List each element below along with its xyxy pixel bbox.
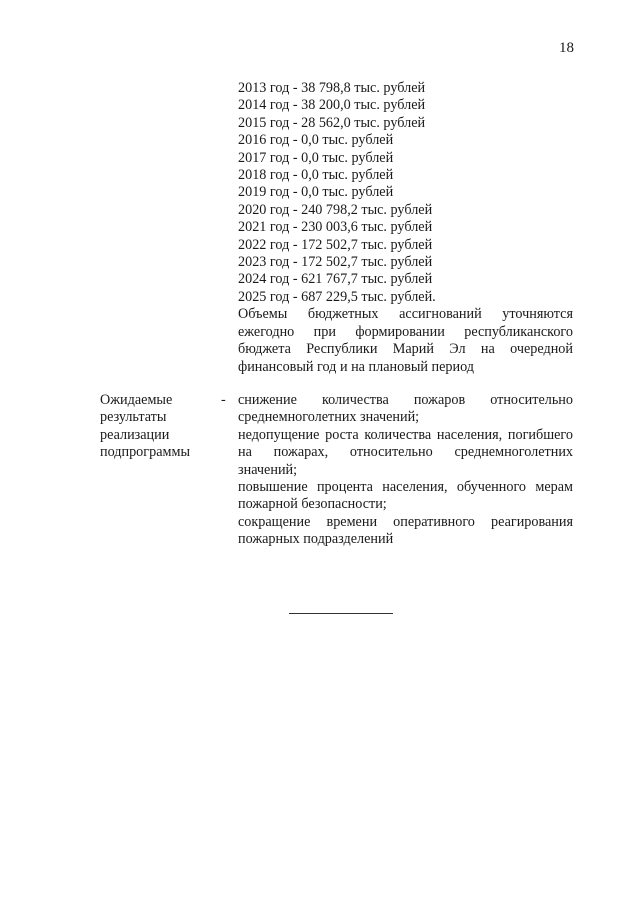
funding-line: 2019 год - 0,0 тыс. рублей bbox=[238, 184, 394, 201]
funding-line: 2023 год - 172 502,7 тыс. рублей bbox=[238, 254, 433, 271]
funding-line: 2015 год - 28 562,0 тыс. рублей bbox=[238, 114, 426, 131]
funding-line: 2024 год - 621 767,7 тыс. рублей bbox=[238, 271, 433, 288]
result-item: повышение процента населения, обученного мерам пожарной безопасности; bbox=[238, 479, 573, 513]
page-number: 18 bbox=[559, 40, 574, 56]
row-dash: - bbox=[221, 392, 226, 408]
section-end-rule bbox=[289, 613, 393, 614]
funding-line: 2022 год - 172 502,7 тыс. рублей bbox=[238, 236, 433, 253]
funding-note: Объемы бюджетных ассигнований уточняются ежегодно при формировании республиканского бюджета Республики Марий Эл на очередной финансовый год и на плановый период bbox=[238, 306, 573, 375]
funding-line: 2025 год - 687 229,5 тыс. рублей. bbox=[238, 288, 436, 305]
funding-line: 2018 год - 0,0 тыс. рублей bbox=[238, 167, 394, 184]
funding-line: 2021 год - 230 003,6 тыс. рублей bbox=[238, 219, 433, 236]
funding-by-year bbox=[238, 80, 573, 376]
expected-results-list bbox=[238, 392, 573, 549]
funding-line: 2020 год - 240 798,2 тыс. рублей bbox=[238, 201, 433, 218]
funding-line: 2017 год - 0,0 тыс. рублей bbox=[238, 149, 394, 166]
result-item: недопущение роста количества населения, погибшего на пожарах, относительно среднемноголетних значений; bbox=[238, 426, 573, 478]
funding-line: 2014 год - 38 200,0 тыс. рублей bbox=[238, 97, 426, 114]
result-item: сокращение времени оперативного реагирования пожарных подразделений bbox=[238, 513, 573, 548]
result-item: снижение количества пожаров относительно среднемноголетних значений; bbox=[238, 392, 573, 426]
funding-line: 2016 год - 0,0 тыс. рублей bbox=[238, 132, 394, 149]
expected-results-label: Ожидаемые результаты реализации подпрограммы bbox=[100, 392, 190, 461]
funding-line: 2013 год - 38 798,8 тыс. рублей bbox=[238, 80, 426, 96]
